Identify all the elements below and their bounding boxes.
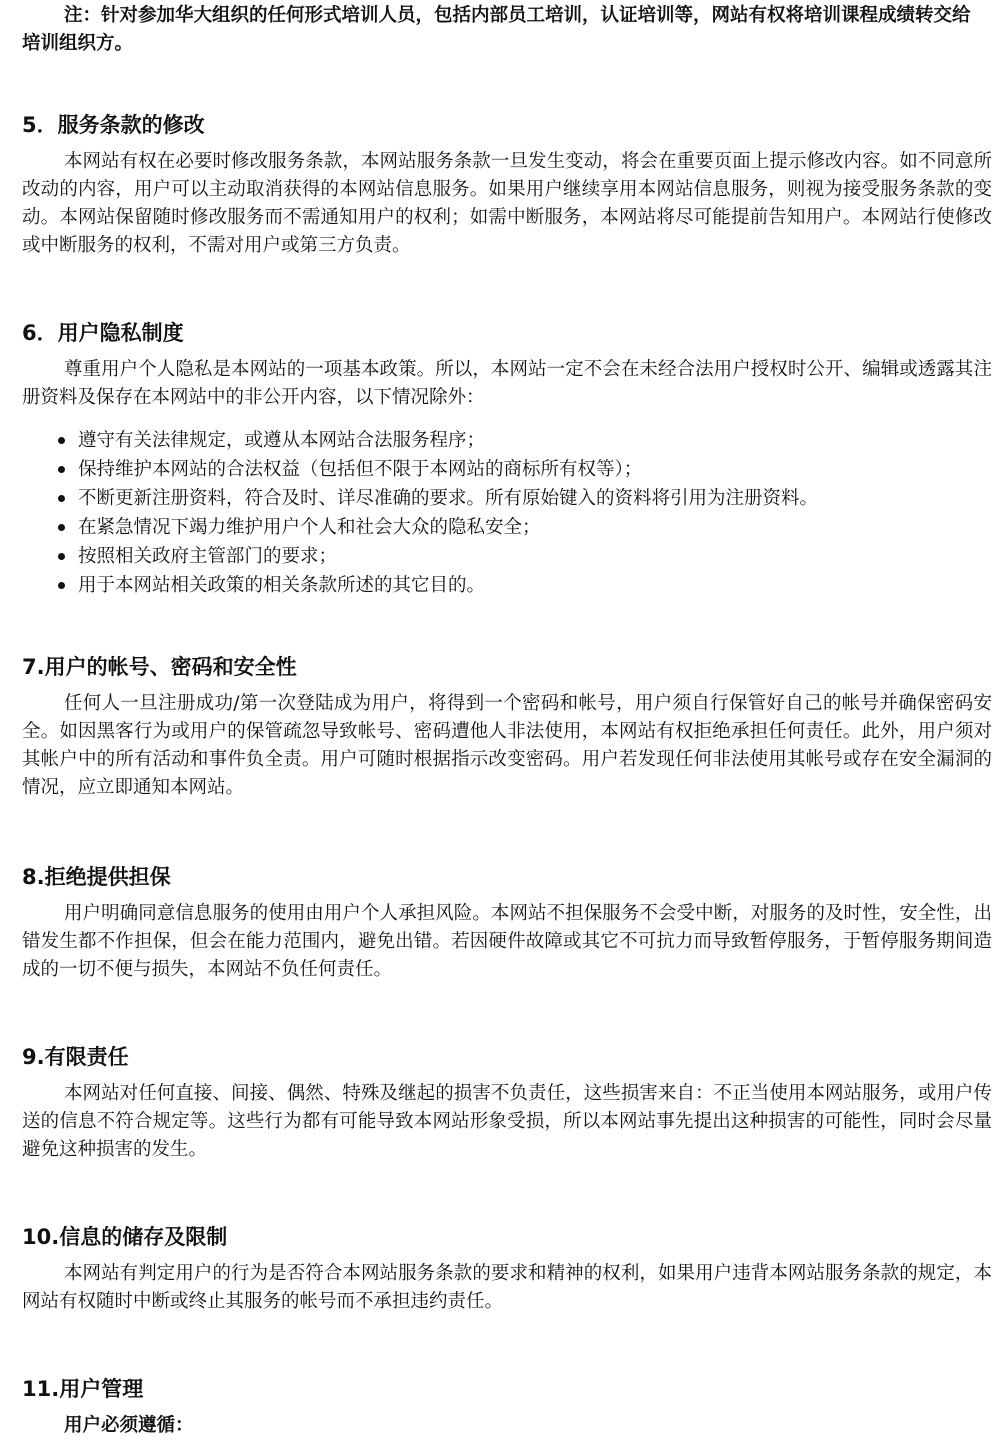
section-heading: 8.拒绝提供担保 xyxy=(22,865,171,889)
section-10 xyxy=(22,1222,992,1316)
section-heading: 7.用户的帐号、密码和安全性 xyxy=(22,655,297,679)
section-heading: 5．服务条款的修改 xyxy=(22,113,205,137)
list-item xyxy=(58,455,992,484)
list-item-text: 按照相关政府主管部门的要求； xyxy=(78,546,338,567)
section-heading: 9.有限责任 xyxy=(22,1045,129,1069)
list-item xyxy=(58,542,992,571)
section-heading: 11.用户管理 xyxy=(22,1377,144,1401)
training-note: 注：针对参加华大组织的任何形式培训人员，包括内部员工培训，认证培训等，网站有权将培训课程成绩转交给培训组织方。 xyxy=(22,5,971,54)
section-paragraph: 本网站有判定用户的行为是否符合本网站服务条款的要求和精神的权利，如果用户违背本网站服务条款的规定，本网站有权随时中断或终止其服务的帐号而不承担违约责任。 xyxy=(22,1263,992,1312)
list-item xyxy=(58,513,992,542)
list-item xyxy=(58,426,992,455)
section-subheading: 用户必须遵循： xyxy=(64,1415,194,1436)
bullet-icon xyxy=(58,582,65,589)
section-5 xyxy=(22,110,992,260)
list-item-text: 保持维护本网站的合法权益（包括但不限于本网站的商标所有权等）； xyxy=(78,459,643,480)
section-7 xyxy=(22,652,992,802)
section-11 xyxy=(22,1374,992,1440)
section-paragraph: 本网站有权在必要时修改服务条款，本网站服务条款一旦发生变动，将会在重要页面上提示修改内容。如不同意所改动的内容，用户可以主动取消获得的本网站信息服务。如果用户继续享用本网站信息服务，则视为接受服务条款的变动。本网站保留随时修改服务而不需通知用户的权利；如需中断服务，本网站将尽可能提前告知用户。本网站行使修改或中断服务的权利，不需对用户或第三方负责。 xyxy=(22,151,992,256)
section-8 xyxy=(22,862,992,984)
section-9 xyxy=(22,1042,992,1164)
section-heading: 6．用户隐私制度 xyxy=(22,321,184,345)
exception-list xyxy=(22,426,992,600)
bullet-icon xyxy=(58,495,65,502)
bullet-icon xyxy=(58,437,65,444)
section-6 xyxy=(22,318,992,600)
list-item xyxy=(58,484,992,513)
bullet-icon xyxy=(58,524,65,531)
list-item-text: 用于本网站相关政策的相关条款所述的其它目的。 xyxy=(78,575,486,596)
list-item-text: 不断更新注册资料，符合及时、详尽准确的要求。所有原始键入的资料将引用为注册资料。 xyxy=(78,488,819,509)
section-heading: 10.信息的储存及限制 xyxy=(22,1225,228,1249)
section-paragraph: 用户明确同意信息服务的使用由用户个人承担风险。本网站不担保服务不会受中断，对服务的及时性，安全性，出错发生都不作担保，但会在能力范围内，避免出错。若因硬件故障或其它不可抗力而导致暂停服务，于暂停服务期间造成的一切不便与损失，本网站不负任何责任。 xyxy=(22,903,992,980)
list-item-text: 在紧急情况下竭力维护用户个人和社会大众的隐私安全； xyxy=(78,517,541,538)
bullet-icon xyxy=(58,466,65,473)
section-paragraph: 本网站对任何直接、间接、偶然、特殊及继起的损害不负责任，这些损害来自：不正当使用本网站服务，或用户传送的信息不符合规定等。这些行为都有可能导致本网站形象受损，所以本网站事先提出这种损害的可能性，同时会尽量避免这种损害的发生。 xyxy=(22,1083,992,1160)
section-paragraph: 尊重用户个人隐私是本网站的一项基本政策。所以，本网站一定不会在未经合法用户授权时公开、编辑或透露其注册资料及保存在本网站中的非公开内容，以下情况除外： xyxy=(22,359,992,408)
section-paragraph: 任何人一旦注册成功/第一次登陆成为用户，将得到一个密码和帐号，用户须自行保管好自己的帐号并确保密码安全。如因黑客行为或用户的保管疏忽导致帐号、密码遭他人非法使用，本网站有权拒绝承担任何责任。此外，用户须对其帐户中的所有活动和事件负全责。用户可随时根据指示改变密码。用户若发现任何非法使用其帐号或存在安全漏洞的情况，应立即通知本网站。 xyxy=(22,693,992,798)
list-item xyxy=(58,571,992,600)
list-item-text: 遵守有关法律规定，或遵从本网站合法服务程序； xyxy=(78,430,486,451)
bullet-icon xyxy=(58,553,65,560)
